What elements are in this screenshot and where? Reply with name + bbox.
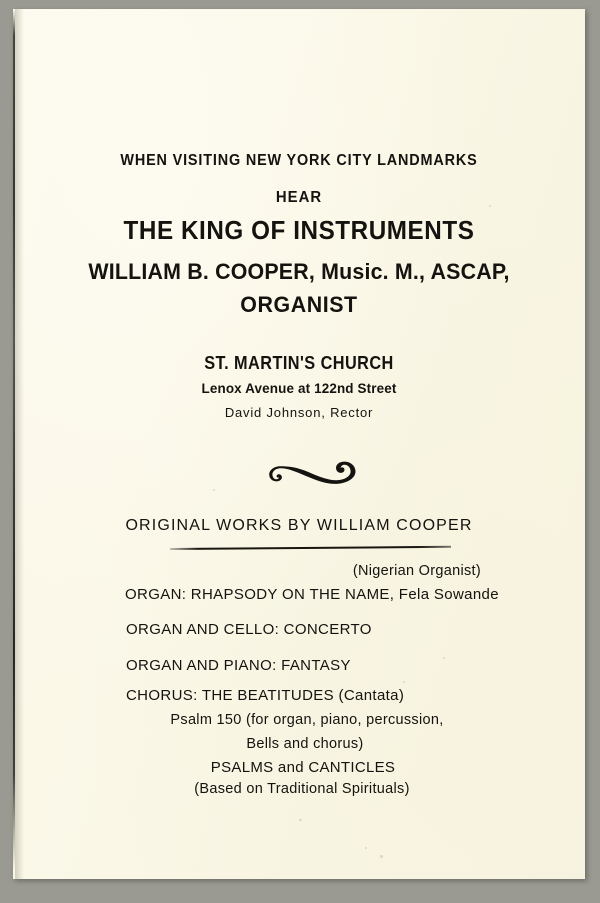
- headline-hear: HEAR: [275, 189, 323, 206]
- work-item-organ-piano-fantasy: ORGAN AND PIANO: FANTASY: [126, 657, 351, 674]
- work-item-chorus-beatitudes: CHORUS: THE BEATITUDES (Cantata): [126, 687, 405, 704]
- work-item-organ-rhapsody: ORGAN: RHAPSODY ON THE NAME, Fela Sowande: [125, 586, 499, 603]
- venue-church-name: ST. MARTIN'S CHURCH: [204, 352, 394, 373]
- work-attribution-nigerian-organist: (Nigerian Organist): [352, 563, 481, 579]
- headline-king-of-instruments: THE KING OF INSTRUMENTS: [123, 217, 475, 245]
- work-detail-psalm-150: Psalm 150 (for organ, piano, percussion,: [170, 712, 444, 728]
- work-detail-psalms-canticles: PSALMS and CANTICLES: [210, 759, 396, 776]
- work-item-organ-cello-concerto: ORGAN AND CELLO: CONCERTO: [126, 621, 372, 638]
- section-divider-rule: [170, 546, 451, 550]
- page-content: [13, 9, 585, 879]
- swash-flourish-icon: [266, 458, 360, 488]
- venue-rector: David Johnson, Rector: [224, 405, 374, 420]
- headline-performer-name: WILLIAM B. COOPER, Music. M., ASCAP,: [88, 259, 510, 284]
- work-detail-bells-and-chorus: Bells and chorus): [246, 736, 364, 752]
- section-heading-original-works: ORIGINAL WORKS BY WILLIAM COOPER: [125, 517, 473, 534]
- work-detail-traditional-spirituals: (Based on Traditional Spirituals): [194, 781, 410, 797]
- scanned-page: [13, 9, 585, 879]
- headline-organist: ORGANIST: [240, 292, 358, 317]
- venue-address: Lenox Avenue at 122nd Street: [201, 380, 397, 396]
- headline-visiting: WHEN VISITING NEW YORK CITY LANDMARKS: [120, 152, 478, 169]
